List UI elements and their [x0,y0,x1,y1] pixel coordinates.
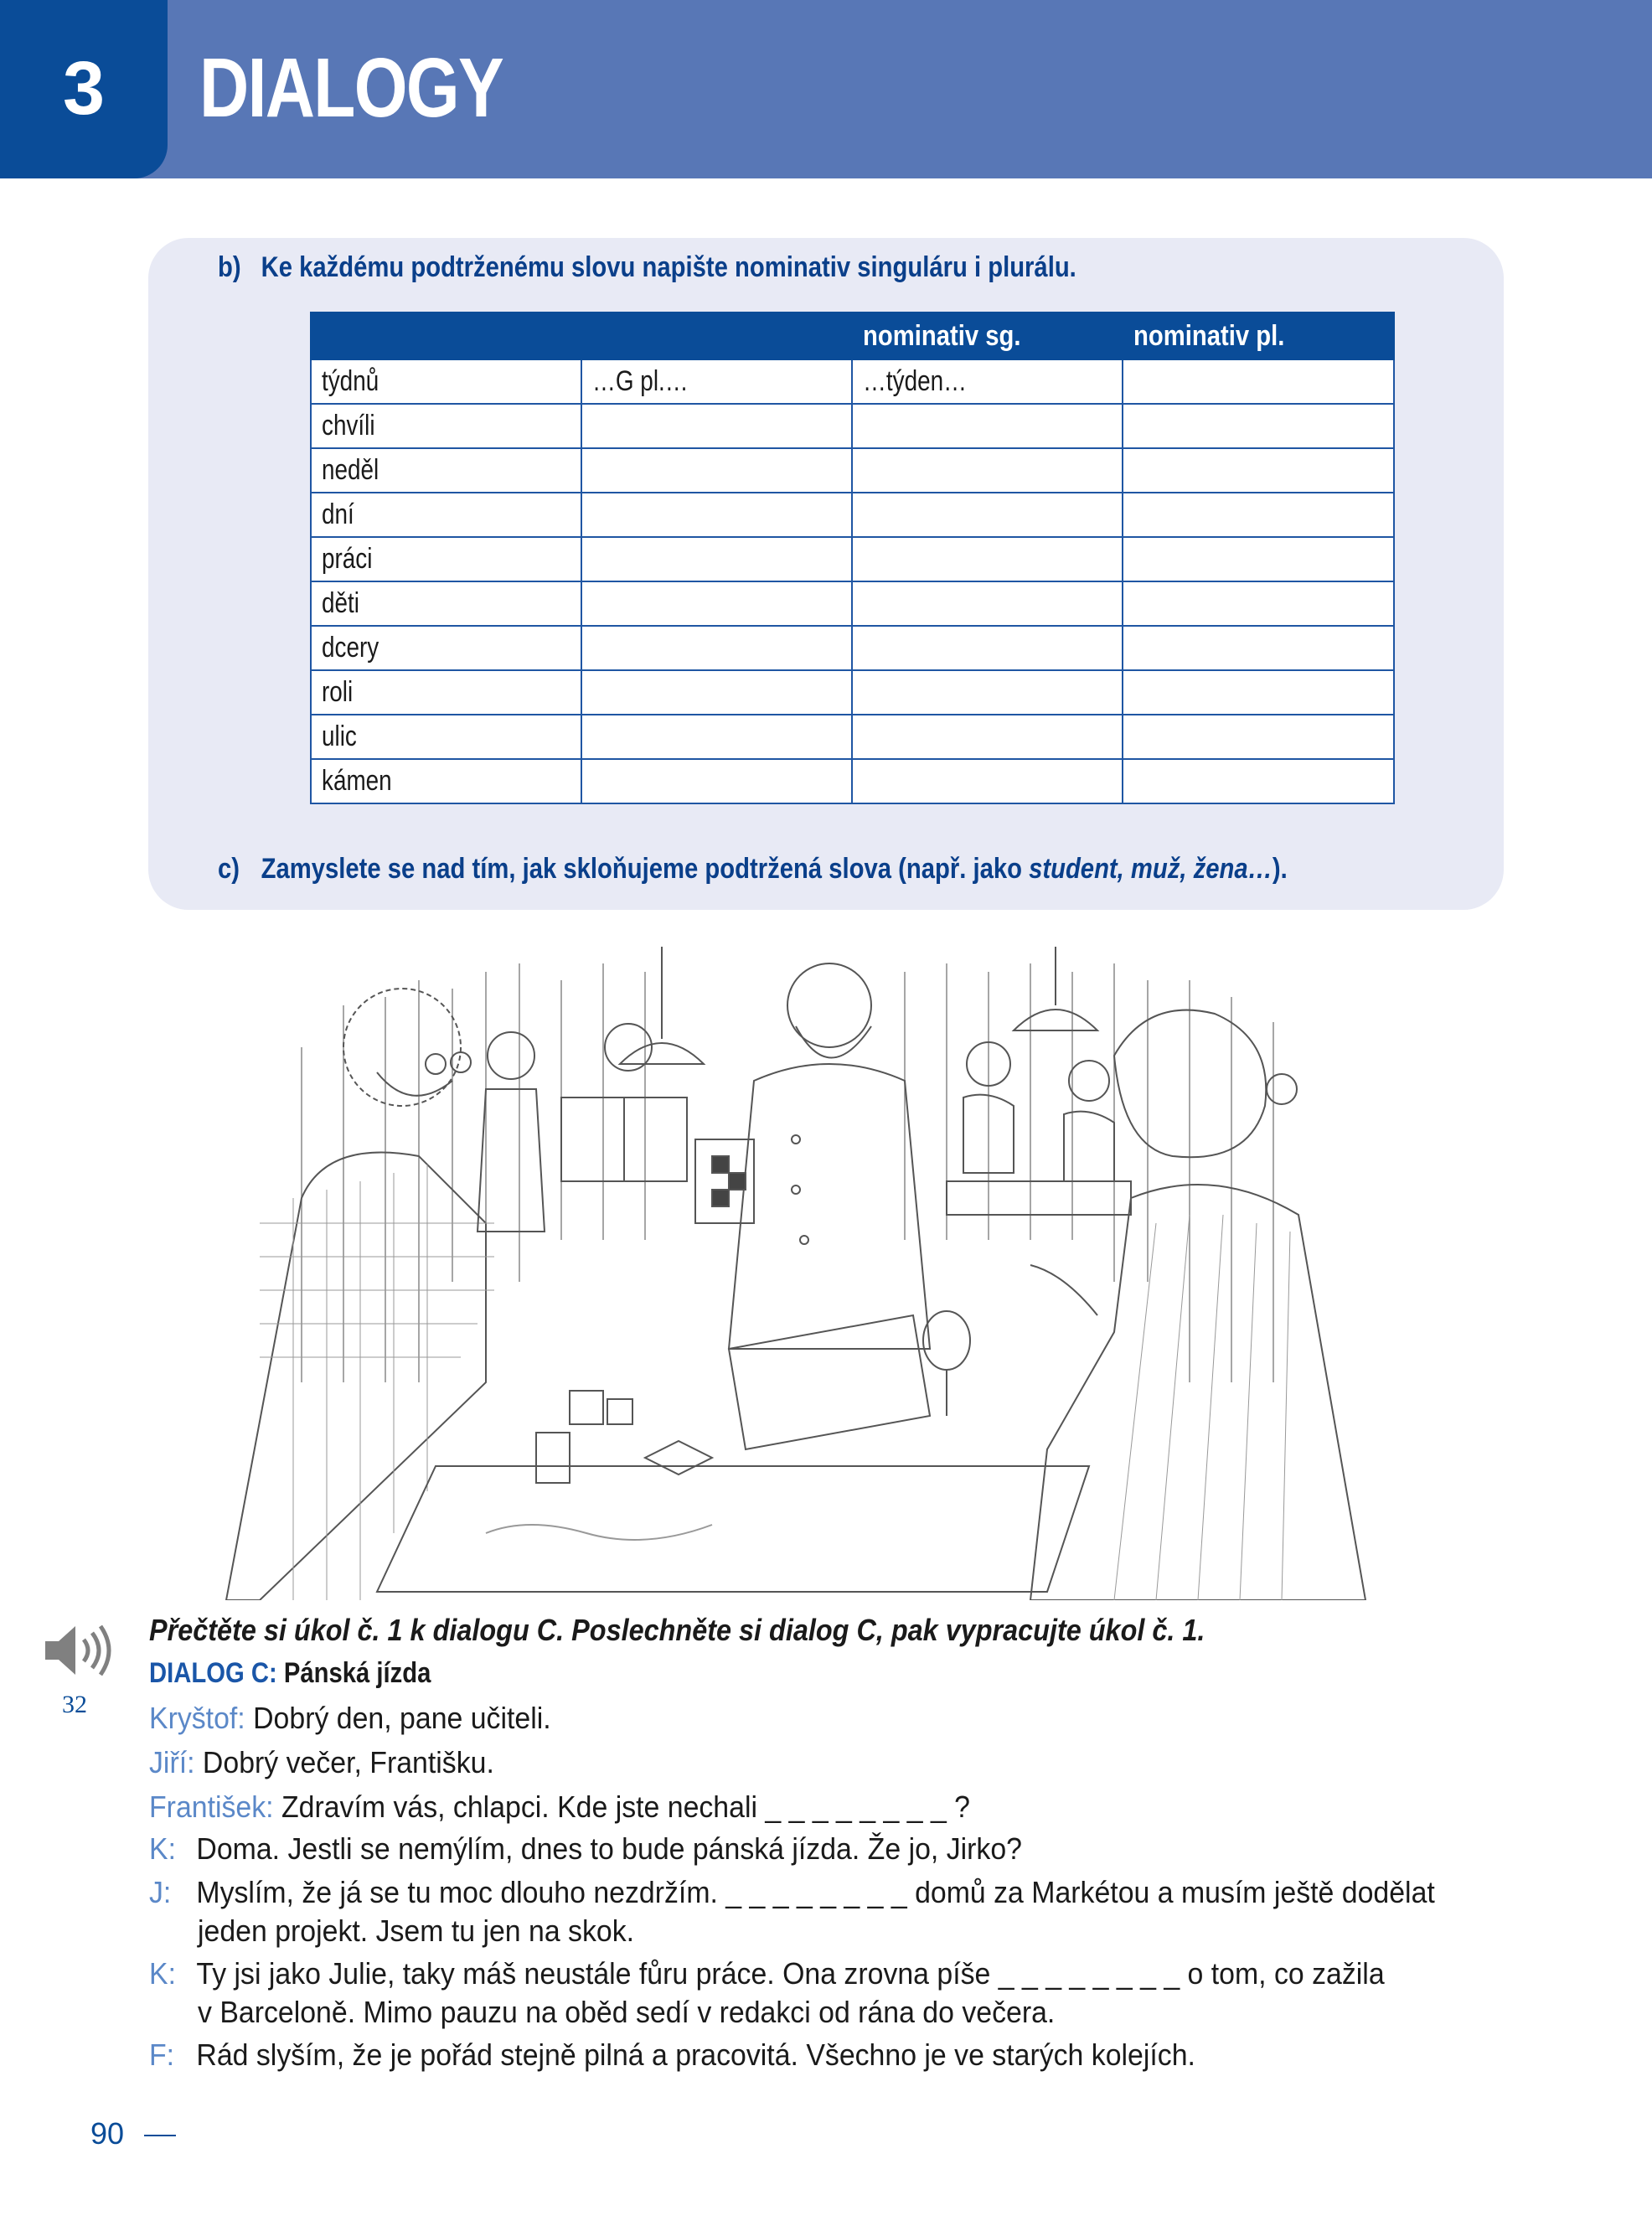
cafe-illustration [209,947,1382,1600]
audio-track-number: 32 [62,1691,87,1718]
line-text: Myslím, že já se tu moc dlouho nezdržím. _ _ _ _ _ _ _ _ domů za Markétou a musím ještě dodělat [196,1875,1435,1909]
nom-pl-cell[interactable] [1123,626,1394,670]
nom-pl-cell[interactable] [1123,448,1394,493]
line-continuation: jeden projekt. Jsem tu jen na skok. [198,1914,635,1948]
table-row [311,493,1394,537]
nom-pl-cell[interactable] [1123,715,1394,759]
case-cell[interactable] [581,759,852,803]
lamp-icon [620,947,1097,1064]
nom-sg-cell[interactable]: …týden… [852,359,1123,404]
dialog-line [149,1745,494,1780]
chapter-number: 3 [0,0,168,178]
case-cell[interactable] [581,448,852,493]
dialog-line [149,1701,551,1736]
speaker-name: J: [149,1875,172,1909]
nom-sg-cell[interactable] [852,404,1123,448]
line-text: Doma. Jestli se nemýlím, dnes to bude pánská jízda. Že jo, Jirko? [196,1831,1022,1866]
nom-sg-cell[interactable] [852,670,1123,715]
dialog-line [149,1875,1435,1910]
women-background [947,1042,1131,1215]
speaker-name: Kryštof: [149,1701,245,1735]
task-c-examples: student, muž, žena… [1029,853,1273,885]
nom-pl-cell[interactable] [1123,759,1394,803]
table-row [311,537,1394,581]
speaker-icon[interactable] [44,1621,116,1680]
page-number: 90 [90,2116,125,2151]
nom-sg-cell[interactable] [852,448,1123,493]
table-row [311,759,1394,803]
newspaper-reader [561,1024,687,1181]
speaker-name: K: [149,1956,176,1991]
table-header-row [311,312,1394,359]
nom-pl-cell[interactable] [1123,404,1394,448]
dialog-instruction: Přečtěte si úkol č. 1 k dialogu C. Poslechněte si dialog C, pak vypracujte úkol č. 1. [149,1613,1205,1647]
line-text: Dobrý večer, Františku. [202,1745,494,1779]
word-cell: neděl [311,448,581,493]
nom-pl-cell[interactable] [1123,670,1394,715]
nom-sg-cell[interactable] [852,626,1123,670]
table-header-cell: nominativ sg. [852,312,1123,359]
nom-sg-cell[interactable] [852,493,1123,537]
task-b-letter: b) [218,251,241,283]
nom-sg-cell[interactable] [852,715,1123,759]
word-cell: děti [311,581,581,626]
case-cell[interactable] [581,537,852,581]
word-cell: kámen [311,759,581,803]
nom-sg-cell[interactable] [852,581,1123,626]
speaker-name: K: [149,1831,176,1866]
table-row [311,715,1394,759]
table-row [311,359,1394,404]
dialog-title [149,1657,431,1690]
nom-sg-cell[interactable] [852,759,1123,803]
table-header-cell [581,312,852,359]
nom-pl-cell[interactable] [1123,581,1394,626]
line-text: Rád slyším, že je pořád stejně pilná a pracovitá. Všechno je ve starých kolejích. [196,2037,1195,2072]
case-cell[interactable] [581,715,852,759]
waiter [478,1032,545,1232]
dialog-line [149,1831,1022,1867]
line-continuation: v Barceloně. Mimo pauzu na oběd sedí v redakci od rána do večera. [198,1995,1056,2029]
table-header-cell [311,312,581,359]
nom-pl-cell[interactable] [1123,537,1394,581]
word-cell: ulic [311,715,581,759]
task-c-letter: c) [218,853,240,885]
task-b-text: Ke každému podtrženému slovu napište nominativ singuláru i plurálu. [261,251,1076,283]
case-cell[interactable] [581,581,852,626]
nom-sg-cell[interactable] [852,537,1123,581]
table-row [311,448,1394,493]
table-row [311,670,1394,715]
word-cell: roli [311,670,581,715]
page-number-dash [144,2135,176,2136]
task-c-text: Zamyslete se nad tím, jak skloňujeme podtržená slova (např. jako [261,853,1030,885]
speaker-name: František: [149,1790,274,1824]
dialog-line [149,2037,1195,2073]
table-header-cell: nominativ pl. [1123,312,1394,359]
chapter-title: DIALOGY [199,41,503,135]
case-cell[interactable]: …G pl.… [581,359,852,404]
nom-pl-cell[interactable] [1123,359,1394,404]
bearded-man [695,963,930,1449]
dialog-line [149,1956,1385,1991]
ponytail-man [923,1010,1365,1600]
table-row [311,626,1394,670]
task-c [218,853,1288,886]
speaker-name: Jiří: [149,1745,195,1779]
case-cell[interactable] [581,670,852,715]
dialog-line [149,1790,970,1825]
word-cell: práci [311,537,581,581]
task-b [218,251,1076,284]
word-cell: dní [311,493,581,537]
dialog-label: DIALOG C: [149,1657,277,1689]
word-cell: chvíli [311,404,581,448]
dialog-name: Pánská jízda [283,1657,431,1689]
word-cell: dcery [311,626,581,670]
table-row [311,404,1394,448]
table-row [311,581,1394,626]
line-text: Dobrý den, pane učiteli. [253,1701,551,1735]
line-text: Zdravím vás, chlapci. Kde jste nechali _ _ _ _ _ _ _ _ ? [281,1790,970,1824]
curly-haired-man [226,989,494,1600]
nom-pl-cell[interactable] [1123,493,1394,537]
task-c-end: ). [1272,853,1288,885]
nominative-table [310,312,1395,804]
case-cell[interactable] [581,493,852,537]
case-cell[interactable] [581,626,852,670]
line-text: Ty jsi jako Julie, taky máš neustále fůru práce. Ona zrovna píše _ _ _ _ _ _ _ _ o tom, co zažila [196,1956,1385,1991]
case-cell[interactable] [581,404,852,448]
word-cell: týdnů [311,359,581,404]
speaker-name: F: [149,2037,175,2072]
